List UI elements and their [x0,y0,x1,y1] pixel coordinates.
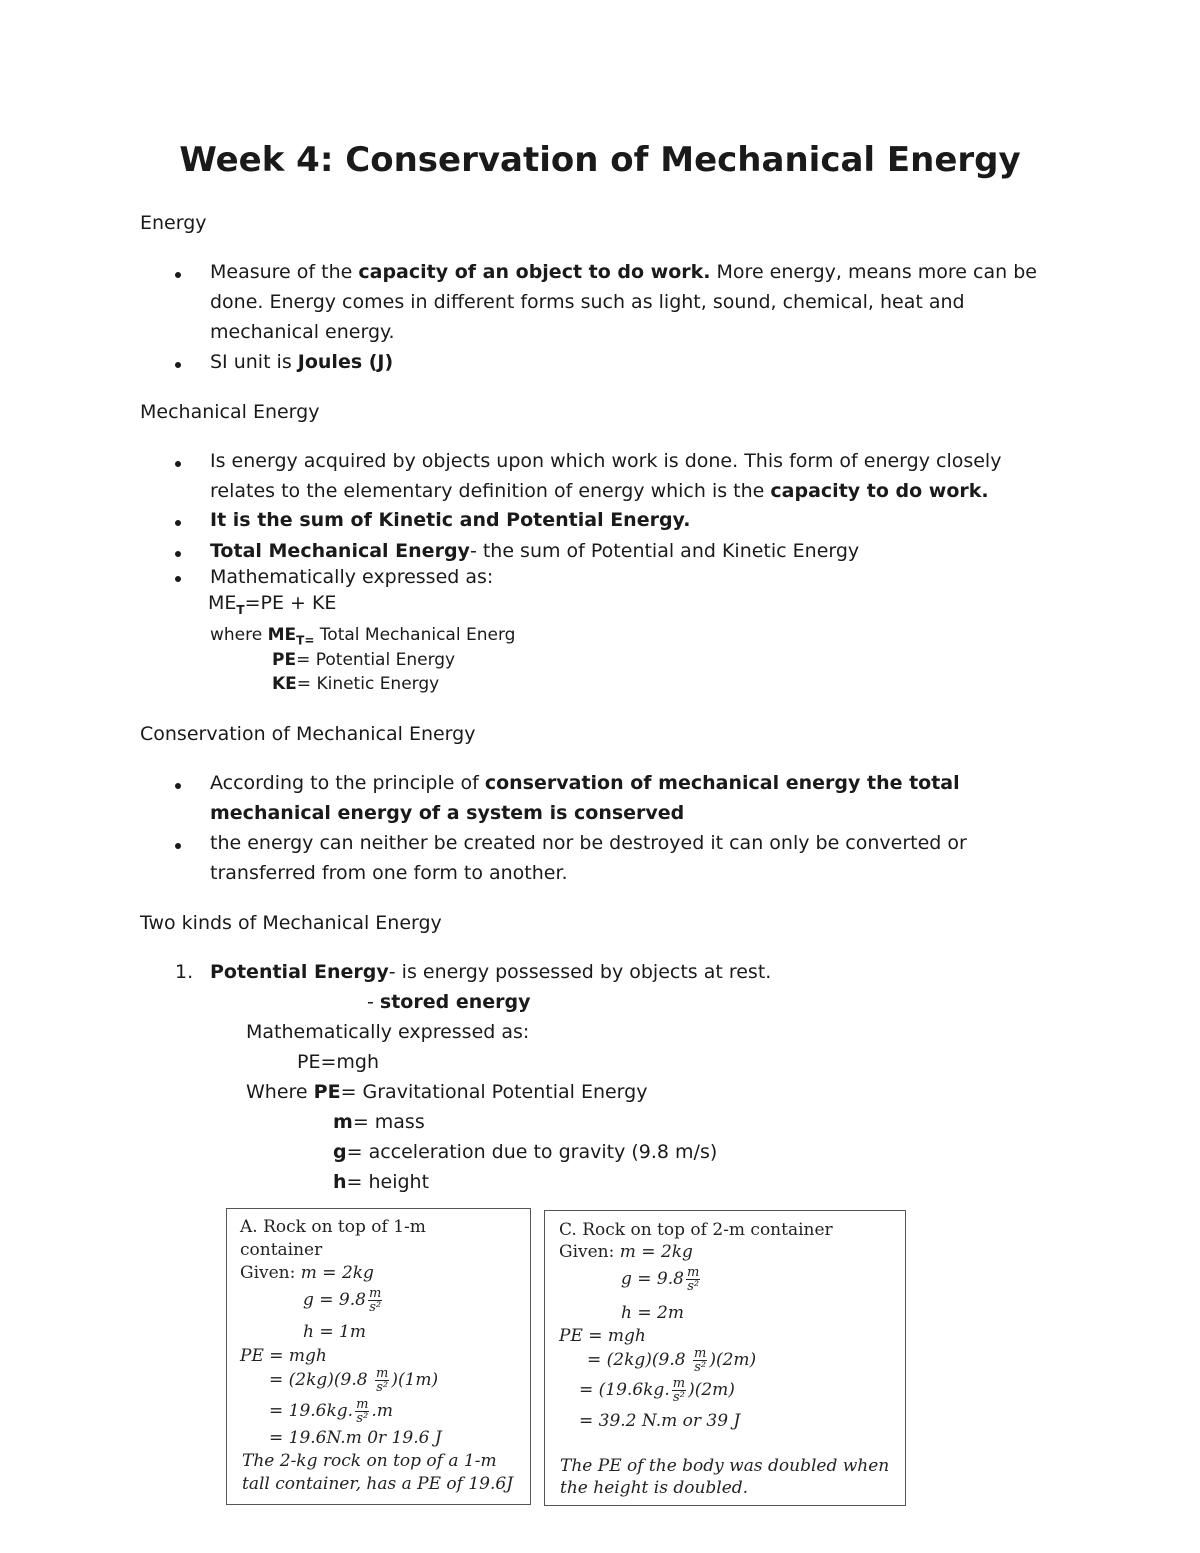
box-c-given-height: h = 2m [621,1303,684,1323]
g-definition: g= acceleration due to gravity (9.8 m/s) [333,1141,718,1163]
box-a-given-mass: Given: m = 2kg [240,1263,374,1283]
list-number: 1. [175,961,194,983]
fraction: $\frac{m}{\text{s²}}$ [356,1397,369,1426]
example-box-c [544,1210,906,1506]
m-definition: m= mass [333,1111,425,1133]
fraction: $\frac{m}{\text{s²}}$ [686,1265,700,1294]
mechanical-bullet-1-line-1: Is energy acquired by objects upon which work is done. This form of energy closely [210,450,1002,472]
page-title: Week 4: Conservation of Mechanical Energy [179,140,1021,180]
box-c-step-2: = (19.6kg. $\frac{m}{\text{s²}}$ )(2m) [579,1376,735,1405]
box-a-conclusion-line-1: The 2-kg rock on top of a 1-m [242,1451,497,1471]
bullet [175,362,181,368]
mechanical-ke-definition: KE= Kinetic Energy [272,674,440,694]
stored-energy-line: - stored energy [367,991,531,1013]
conservation-bullet-1-line-1: According to the principle of conservation of mechanical energy the total [210,772,960,794]
box-c-title: C. Rock on top of 2-m container [559,1220,833,1240]
bullet [175,843,181,849]
heading-mechanical-energy: Mechanical Energy [140,401,320,423]
fraction: $\frac{m}{\text{s²}}$ [672,1376,686,1405]
box-c-step-1: = (2kg)(9.8 $\frac{m}{\text{s²}}$ )(2m) [587,1346,757,1375]
fraction: $\frac{m}{\text{s²}}$ [693,1346,707,1375]
bullet [175,783,181,789]
conservation-bullet-2-line-1: the energy can neither be created nor be destroyed it can only be converted or [210,832,967,854]
box-c-step-3: = 39.2 N.m or 39 J [579,1411,741,1431]
heading-two-kinds: Two kinds of Mechanical Energy [140,912,442,934]
mechanical-pe-definition: PE= Potential Energy [272,650,456,670]
example-box-a [226,1208,531,1505]
box-a-given-height: h = 1m [303,1322,366,1342]
h-definition: h= height [333,1171,430,1193]
mechanical-bullet-1-line-2: relates to the elementary definition of energy which is the capacity to do work. [210,480,989,502]
fraction: $\frac{m}{\text{s²}}$ [368,1286,382,1315]
box-c-given-gravity: g = 9.8 $\frac{m}{\text{s²}}$ [621,1265,700,1294]
box-a-step-2: = 19.6kg. $\frac{m}{\text{s²}}$ .m [269,1397,393,1426]
conservation-bullet-2-line-2: transferred from one form to another. [210,862,568,884]
pe-formula: PE=mgh [297,1051,379,1073]
box-a-pe-formula: PE = mgh [240,1346,327,1366]
box-a-given-gravity: g = 9.8 $\frac{m}{\text{s²}}$ [303,1286,382,1315]
pe-where-line: Where PE= Gravitational Potential Energy [246,1081,648,1103]
bullet [175,461,181,467]
box-c-given-mass: Given: m = 2kg [559,1242,693,1262]
box-a-step-3: = 19.6N.m 0r 19.6 J [269,1428,442,1448]
bullet [175,551,181,557]
bullet [175,520,181,526]
pe-math-label: Mathematically expressed as: [246,1021,530,1043]
box-c-pe-formula: PE = mgh [559,1326,646,1346]
mechanical-bullet-4: Mathematically expressed as: [210,566,494,588]
box-c-conclusion-line-2: the height is doubled. [560,1478,749,1498]
potential-energy-item: Potential Energy- is energy possessed by objects at rest. [210,961,772,983]
heading-energy: Energy [140,212,207,234]
box-a-conclusion-line-2: tall container, has a PE of 19.6J [242,1474,514,1494]
bullet [175,272,181,278]
energy-bullet-1-line-3: mechanical energy. [210,321,395,343]
energy-bullet-1-line-1: Measure of the capacity of an object to do work. More energy, means more can be [210,261,1037,283]
box-a-title-line-1: A. Rock on top of 1-m [240,1217,426,1237]
conservation-bullet-1-line-2: mechanical energy of a system is conserved [210,802,685,824]
heading-conservation: Conservation of Mechanical Energy [140,723,476,745]
fraction: $\frac{m}{\text{s²}}$ [375,1366,389,1395]
bullet [175,576,181,582]
mechanical-where-line: where $ME_{T=}$ Total Mechanical Energ [210,625,516,648]
box-a-step-1: = (2kg)(9.8 $\frac{m}{\text{s²}}$ )(1m) [269,1366,439,1395]
mechanical-bullet-3: Total Mechanical Energy- the sum of Potential and Kinetic Energy [210,540,860,562]
mechanical-bullet-2: It is the sum of Kinetic and Potential Energy. [210,509,691,531]
energy-bullet-1-line-2: done. Energy comes in different forms such as light, sound, chemical, heat and [210,291,965,313]
mechanical-formula: $ME_T=PE$ + KE [208,592,337,617]
box-c-conclusion-line-1: The PE of the body was doubled when [560,1456,890,1476]
energy-bullet-2: SI unit is Joules (J) [210,351,394,373]
box-a-title-line-2: container [240,1240,323,1260]
